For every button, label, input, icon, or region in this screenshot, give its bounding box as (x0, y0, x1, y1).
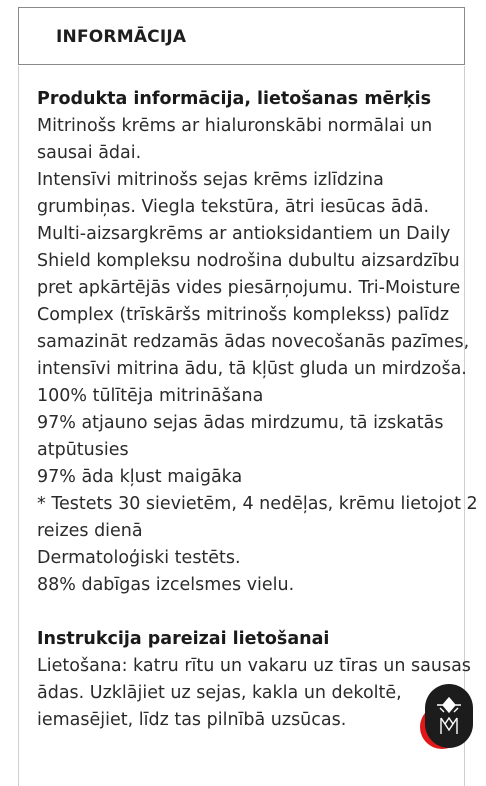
text-line: ādas. Uzklājiet uz sejas, kakla un dekoltē, (37, 683, 402, 703)
text-line: Lietošana: katru rītu un vakaru uz tīras un sausas (37, 656, 471, 676)
text-line: reizes dienā (37, 521, 143, 541)
text-line: Complex (trīskāršs mitrinošs komplekss) palīdz (37, 305, 450, 325)
text-line: 97% āda kļust maigāka (37, 467, 243, 487)
text-line: 100% tūlītēja mitrināšana (37, 386, 264, 406)
text-line: iemasējiet, līdz tas pilnībā uzsūcas. (37, 710, 347, 730)
section-spacer (37, 599, 457, 626)
text-line: samazināt redzamās ādas novecošanās pazīmes, (37, 332, 470, 352)
text-line: atpūtusies (37, 440, 129, 460)
text-line: 88% dabīgas izcelsmes vielu. (37, 575, 295, 595)
text-line: Dermatoloģiski testēts. (37, 548, 241, 568)
text-line: Shield kompleksu nodrošina dubultu aizsardzību (37, 251, 460, 271)
text-line: Intensīvi mitrinošs sejas krēms izlīdzina (37, 170, 384, 190)
info-accordion-header[interactable] (18, 7, 465, 65)
text-line: * Testets 30 sievietēm, 4 nedēļas, krēmu lietojot 2 (37, 494, 478, 514)
brand-logo-icon (425, 684, 473, 748)
text-line: grumbiņas. Viegla tekstūra, ātri iesūcas ādā. (37, 197, 430, 217)
text-line: pret apkārtējās vides piesārņojumu. Tri-Moisture (37, 278, 461, 298)
section-title-product-info: Produkta informācija, lietošanas mērķis (37, 89, 432, 109)
text-line: intensīvi mitrina ādu, tā kļūst gluda un mirdzoša. (37, 359, 467, 379)
text-line: 97% atjauno sejas ādas mirdzumu, tā izskatās (37, 413, 444, 433)
info-accordion-title: INFORMĀCIJA (56, 27, 187, 47)
info-content (37, 86, 478, 734)
text-line: Multi-aizsargkrēms ar antioksidantiem un Daily (37, 224, 451, 244)
text-line: Mitrinošs krēms ar hialuronskābi normālai un (37, 116, 433, 136)
text-line: sausai ādai. (37, 143, 142, 163)
floating-action-button[interactable] (425, 684, 473, 748)
section-title-usage: Instrukcija pareizai lietošanai (37, 629, 330, 649)
